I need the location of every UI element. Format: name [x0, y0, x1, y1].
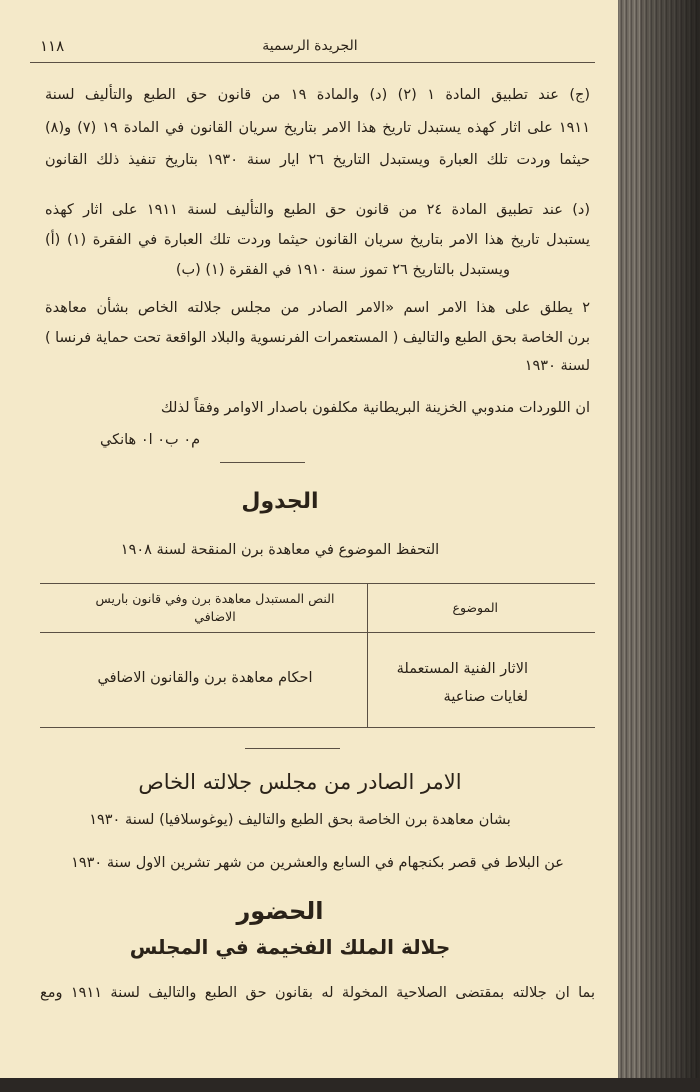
schedule-title: الجدول	[241, 489, 319, 514]
para-2-line: لسنة ١٩٣٠	[524, 358, 590, 374]
table-header-text: النص المستبدل معاهدة برن وفي قانون باريس الاضافي	[95, 591, 335, 624]
schedule-subtitle: التحفظ الموضوع في معاهدة برن المنقحة لسنة ١٩٠٨	[120, 542, 440, 558]
present-heading: الحضور	[236, 897, 324, 925]
page-edges-shadow	[640, 0, 700, 1078]
section-rule	[245, 748, 340, 749]
closing-line: ان اللوردات مندوبي الخزينة البريطانية مكلفون باصدار الاوامر وفقاً لذلك	[160, 400, 590, 416]
order-first-line: بما ان جلالته بمقتضى الصلاحية المخولة له بقانون حق الطبع والتاليف لسنة ١٩١١ ومع	[40, 985, 595, 1001]
para-c-line: حيثما وردت تلك العبارة ويستبدل التاريخ ٢٦ ايار سنة ١٩٣٠ بتاريخ تنفيذ ذلك القانون	[45, 152, 590, 168]
bottom-edge	[0, 1078, 700, 1092]
order-title: الامر الصادر من مجلس جلالته الخاص	[138, 770, 462, 794]
present-line: جلالة الملك الفخيمة في المجلس	[129, 935, 451, 959]
para-c-line: ١٩١١ على اثار كهذه يستبدل تاريخ هذا الامر بتاريخ سريان القانون في المادة ١٩ (٧) و(٨)	[45, 120, 590, 136]
table-cell-text: احكام معاهدة برن والقانون الاضافي	[97, 670, 313, 686]
section-rule	[220, 462, 305, 463]
header-rule	[30, 62, 595, 63]
table-header-rule	[40, 632, 595, 633]
page-number: ١١٨	[40, 37, 65, 55]
signature: م٠ ب٠ ا٠ هانكي	[100, 432, 201, 448]
para-2-line: برن الخاصة بحق الطبع والتاليف ( المستعمرات الفرنسوية والبلاد الواقعة تحت حماية فرنسا )	[45, 330, 590, 346]
table-bottom-rule	[40, 727, 595, 728]
order-place-date: عن البلاط في قصر بكنجهام في السابع والعشرين من شهر تشرين الاول سنة ١٩٣٠	[71, 855, 564, 871]
running-title: الجريدة الرسمية	[262, 38, 358, 54]
para-d-line: ويستبدل بالتاريخ ٢٦ تموز سنة ١٩١٠ في الفقرة (١) (ب)	[175, 262, 510, 278]
para-2-line: ٢ يطلق على هذا الامر اسم «الامر الصادر من مجلس جلالته الخاص بشأن معاهدة	[45, 300, 590, 316]
table-column-rule	[367, 583, 368, 727]
table-cell-subject: الاثار الفنية المستعملة لغايات صناعية	[396, 661, 528, 705]
table-top-rule	[40, 583, 595, 584]
order-subtitle: بشان معاهدة برن الخاصة بحق الطبع والتاليف (يوغوسلافيا) لسنة ١٩٣٠	[89, 812, 511, 828]
table-header-subject: الموضوع	[452, 600, 498, 615]
para-d-line: يستبدل تاريخ هذا الامر بتاريخ سريان القانون حيثما وردت تلك العبارة في الفقرة (١) (أ)	[45, 232, 591, 248]
para-c-line: (ج) عند تطبيق المادة ١ (٢) (د) والمادة ١٩ من قانون حق الطبع والتأليف لسنة	[45, 87, 590, 103]
para-d-line: (د) عند تطبيق المادة ٢٤ من قانون حق الطبع والتأليف لسنة ١٩١١ على اثار كهذه	[45, 202, 590, 218]
